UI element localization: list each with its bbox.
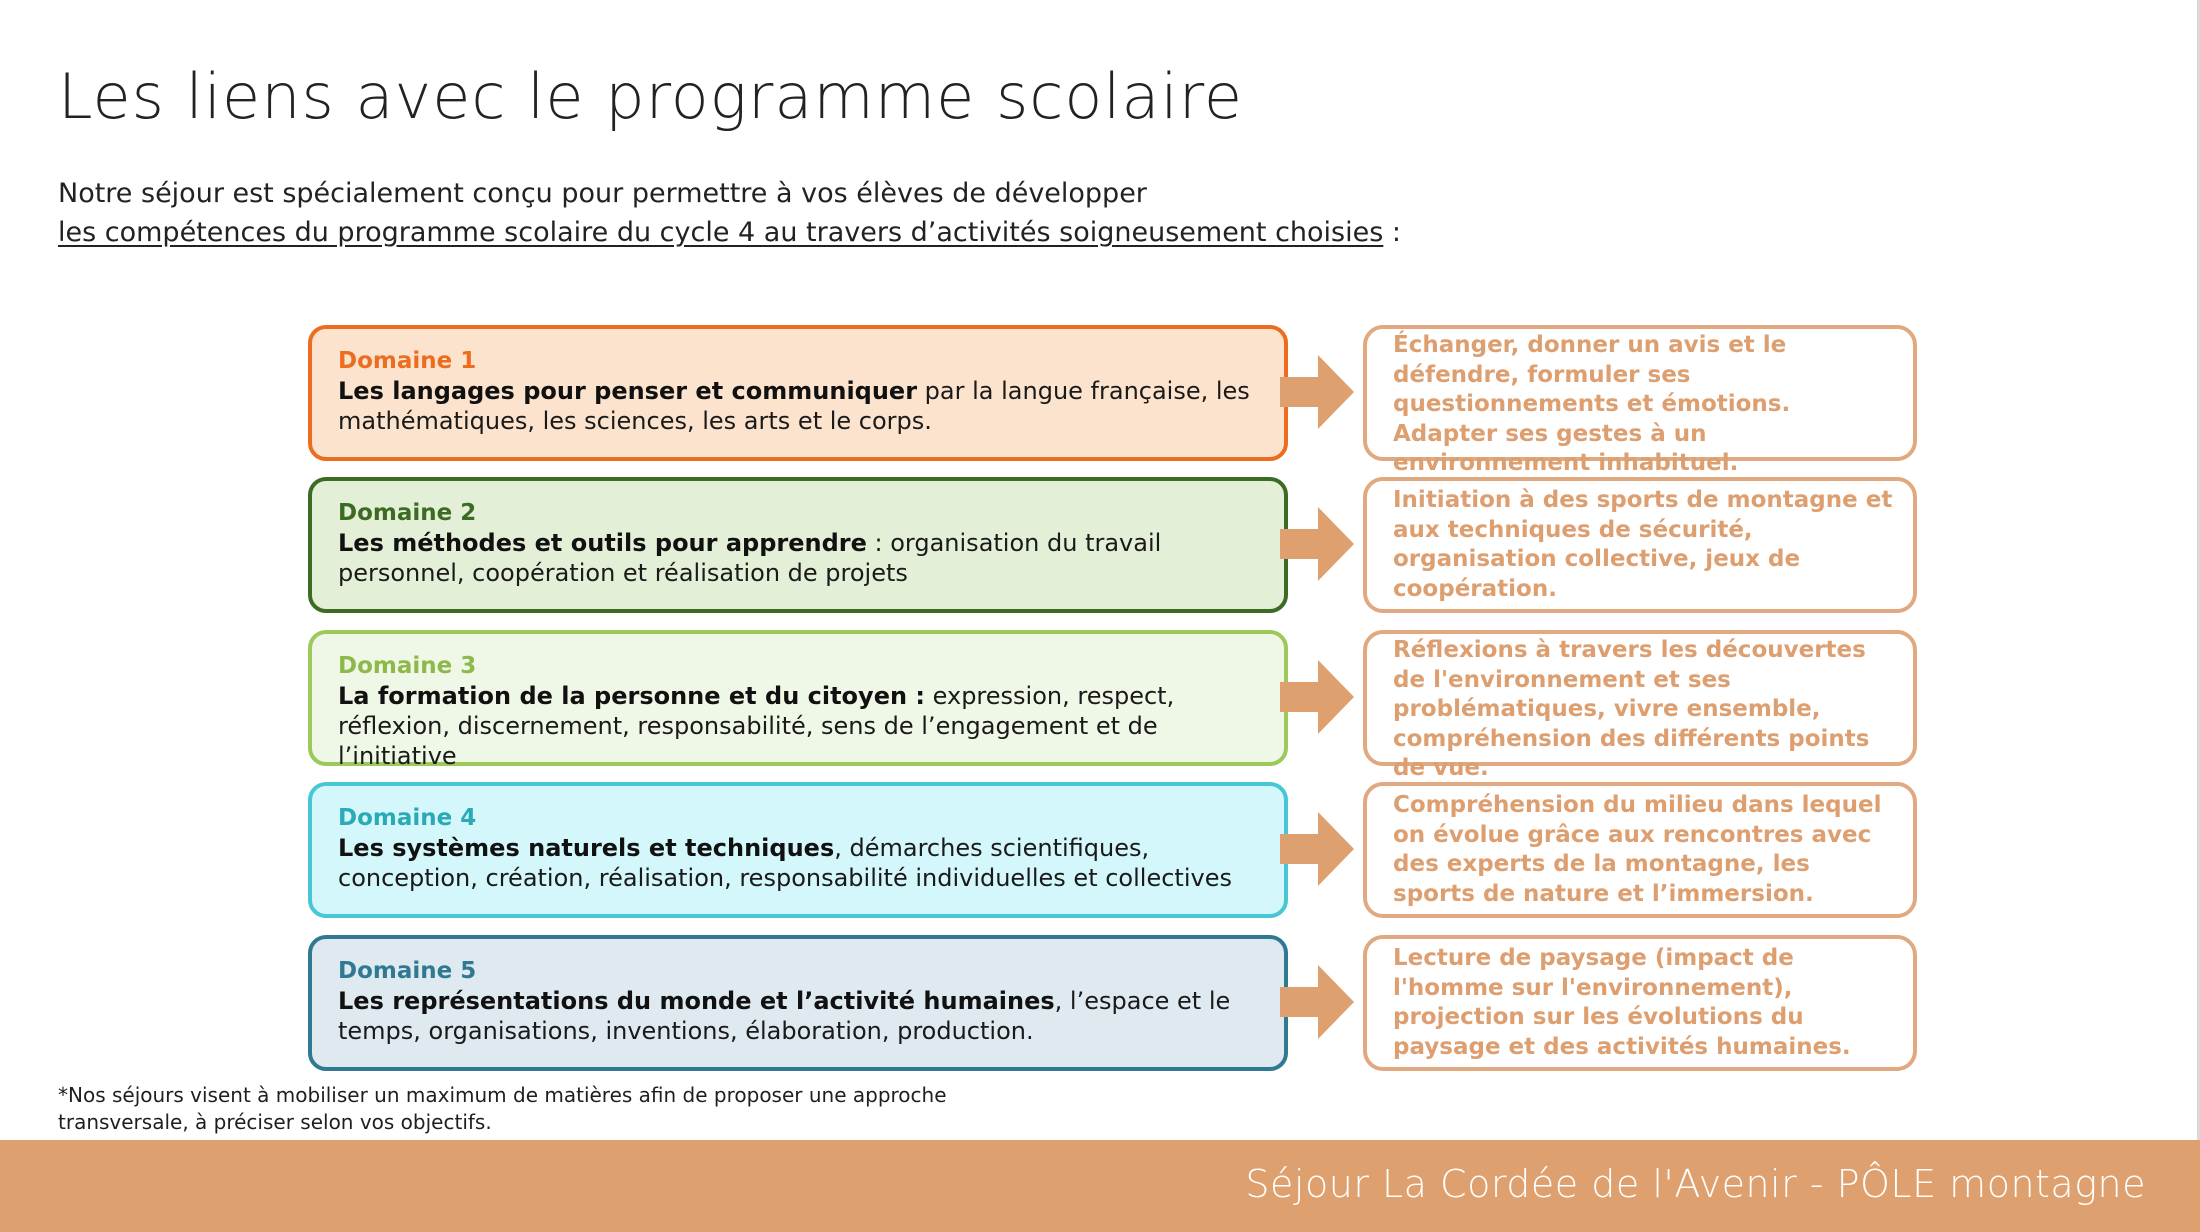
domain-row xyxy=(308,477,1914,613)
outcome-text: Échanger, donner un avis et le défendre, formuler ses questionnements et émotions. Adapter ses gestes à un environnement inhabituel. xyxy=(1393,332,1791,476)
domain-card xyxy=(308,325,1288,461)
domain-description xyxy=(338,681,1266,771)
outcome-text: Compréhension du milieu dans lequel on évolue grâce aux rencontres avec des experts de la montagne, les sports de nature et l’immersion. xyxy=(1393,792,1882,907)
right-arrow-icon xyxy=(1280,965,1354,1039)
domain-card-content xyxy=(338,957,1266,1046)
domain-detail: , l’espace et le temps, organisations, inventions, élaboration, production. xyxy=(338,987,1231,1045)
domain-detail: : organisation du travail personnel, coopération et réalisation de projets xyxy=(338,529,1162,587)
domain-description xyxy=(338,986,1266,1046)
footer-text: Séjour La Cordée de l'Avenir - PÔLE montagne xyxy=(1245,1162,2146,1206)
domain-title: Domaine 1 xyxy=(338,348,477,374)
domain-bold-heading: Les représentations du monde et l’activité humaines xyxy=(338,987,1055,1015)
domain-card-content xyxy=(338,652,1266,771)
domain-detail: par la langue française, les mathématiques, les sciences, les arts et le corps. xyxy=(338,377,1250,435)
domain-bold-heading: Les langages pour penser et communiquer xyxy=(338,377,918,405)
outcome-text: Lecture de paysage (impact de l'homme sur l'environnement), projection sur les évolutions du paysage et des activités humaines. xyxy=(1393,945,1851,1060)
domain-card-content xyxy=(338,347,1266,436)
outcome-card xyxy=(1363,782,1917,918)
domain-detail: , démarches scientifiques, conception, création, réalisation, responsabilité individuelles et collectives xyxy=(338,834,1232,892)
domain-card xyxy=(308,782,1288,918)
domain-card xyxy=(308,477,1288,613)
domain-bold-heading: La formation de la personne et du citoyen : xyxy=(338,682,926,710)
domain-description xyxy=(338,376,1266,436)
right-arrow-icon xyxy=(1280,355,1354,429)
domain-description xyxy=(338,833,1266,893)
domain-row xyxy=(308,935,1914,1071)
right-arrow-icon xyxy=(1280,812,1354,886)
page-title: Les liens avec le programme scolaire xyxy=(58,60,1243,133)
outcome-card xyxy=(1363,935,1917,1071)
domain-card-content xyxy=(338,499,1266,588)
intro-line-1: Notre séjour est spécialement conçu pour permettre à vos élèves de développer xyxy=(58,178,1147,209)
right-arrow-icon xyxy=(1280,660,1354,734)
footer-bar xyxy=(0,1140,2200,1232)
domain-description xyxy=(338,528,1266,588)
outcome-text: Initiation à des sports de montagne et aux techniques de sécurité, organisation collective, jeux de coopération. xyxy=(1393,487,1893,602)
domain-title: Domaine 2 xyxy=(338,500,477,526)
intro-line-2 xyxy=(58,213,1558,252)
domain-title: Domaine 5 xyxy=(338,958,477,984)
footnote: *Nos séjours visent à mobiliser un maximum de matières afin de proposer une approche transversale, à préciser selon vos objectifs. xyxy=(58,1083,947,1134)
outcome-card xyxy=(1363,325,1917,476)
outcome-card xyxy=(1363,630,1917,781)
outcome-card xyxy=(1363,477,1917,613)
intro-underlined-text: les compétences du programme scolaire du cycle 4 au travers d’activités soigneusement choisies xyxy=(58,217,1384,248)
domain-title: Domaine 4 xyxy=(338,805,477,831)
outcome-text: Réflexions à travers les découvertes de l'environnement et ses problématiques, vivre ensemble, compréhension des différents points de vue. xyxy=(1393,637,1870,781)
domain-bold-heading: Les méthodes et outils pour apprendre xyxy=(338,529,867,557)
domain-card xyxy=(308,935,1288,1071)
domain-detail: expression, respect, réflexion, discernement, responsabilité, sens de l’engagement et de l’initiative xyxy=(338,682,1175,770)
domain-title: Domaine 3 xyxy=(338,653,477,679)
domain-bold-heading: Les systèmes naturels et techniques xyxy=(338,834,835,862)
intro-suffix: : xyxy=(1383,217,1401,248)
domain-row xyxy=(308,630,1914,781)
intro-paragraph xyxy=(58,174,1558,252)
domain-row xyxy=(308,325,1914,476)
domain-card xyxy=(308,630,1288,770)
right-arrow-icon xyxy=(1280,507,1354,581)
domain-card-content xyxy=(338,804,1266,893)
domain-row xyxy=(308,782,1914,918)
